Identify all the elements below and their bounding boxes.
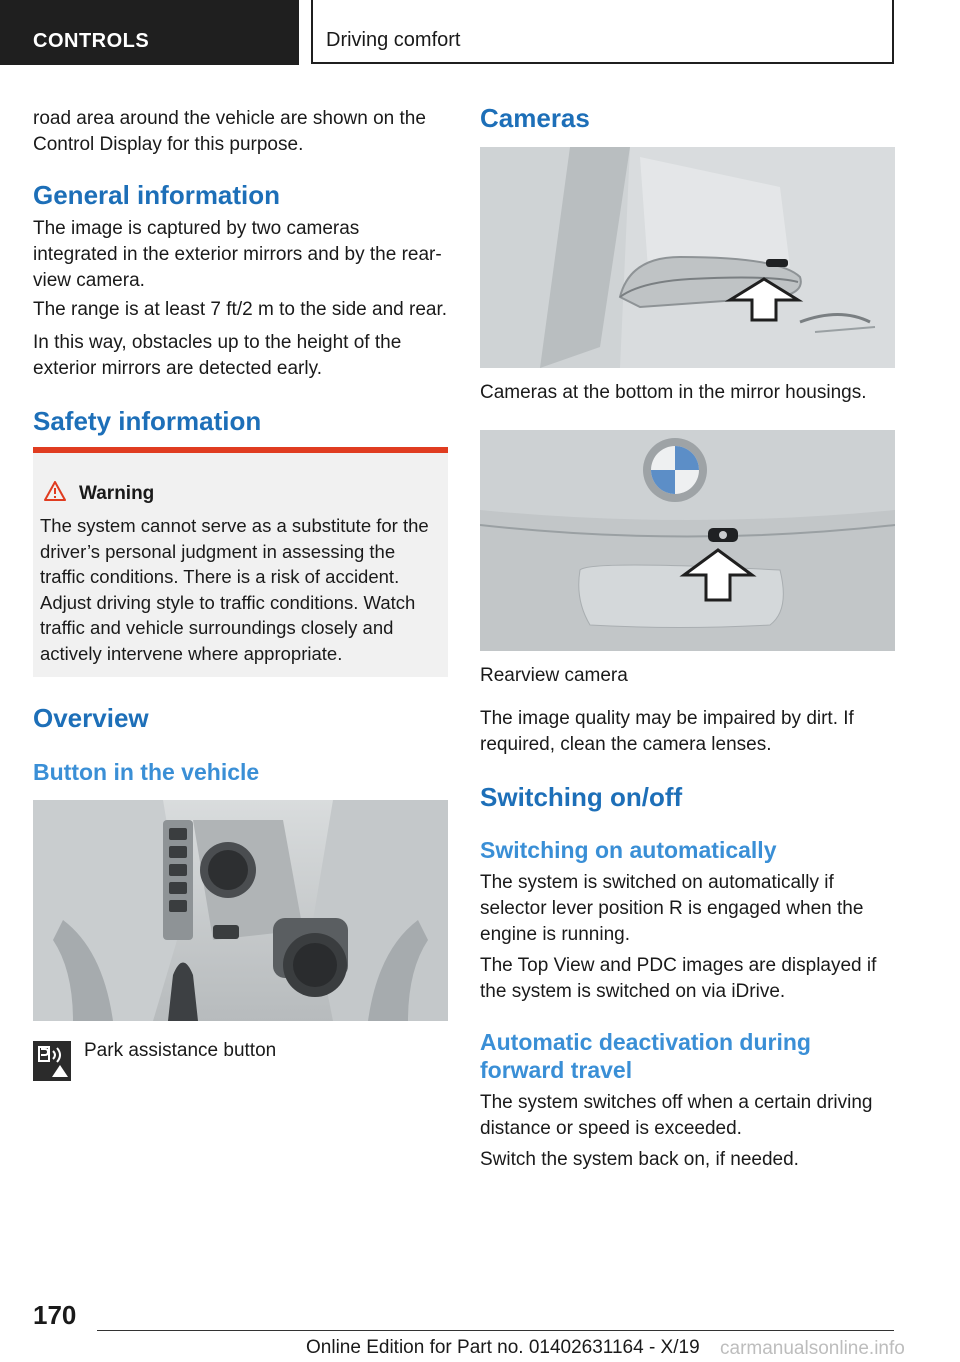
auto-on-paragraph-1: The system is switched on automatically if selector lever position R is engaged when the engine is running. [480, 872, 864, 945]
warning-box [33, 447, 448, 677]
section-title: CONTROLS [33, 30, 150, 52]
watermark: carmanualsonline.info [720, 1338, 905, 1359]
warning-title: Warning [79, 483, 155, 504]
auto-on-paragraph-2: The Top View and PDC images are displayed if the system is switched on via iDrive. [480, 955, 877, 1002]
park-assistance-caption: Park assistance button [84, 1040, 277, 1061]
button-in-vehicle-heading: Button in the vehicle [33, 759, 260, 785]
general-paragraph-1: The image is captured by two cameras integrated in the exterior mirrors and by the rear-view camera. [33, 218, 442, 291]
mirror-camera-photo [480, 147, 895, 368]
safety-information-heading: Safety information [33, 406, 262, 436]
overview-heading: Overview [33, 703, 149, 733]
general-paragraph-3: In this way, obstacles up to the height of the exterior mirrors are detected early. [33, 332, 402, 379]
intro-paragraph: road area around the vehicle are shown on the Control Display for this purpose. [33, 108, 426, 155]
automatic-deactivation-heading: Automatic deactivation during forward travel [480, 1029, 811, 1083]
chapter-tab [311, 0, 894, 64]
warning-triangle-icon [44, 481, 66, 501]
footer-edition: Online Edition for Part no. 01402631164 - X/19 [306, 1337, 700, 1358]
chapter-title: Driving comfort [326, 29, 461, 51]
mirror-camera-caption: Cameras at the bottom in the mirror housings. [480, 382, 867, 403]
switching-on-automatically-heading: Switching on automatically [480, 837, 777, 863]
page-number: 170 [33, 1300, 77, 1330]
rearview-camera-caption: Rearview camera [480, 665, 628, 686]
warning-text: The system cannot serve as a substitute for the driver’s personal judgment in assessing the traffic conditions. There is a risk of accident. Adjust driving style to traffic conditions. Watch traffic and vehicle surroundings closely and actively intervene where appropriate. [40, 515, 429, 664]
dirt-paragraph: The image quality may be impaired by dirt. If required, clean the camera lenses. [480, 708, 854, 755]
footer-divider [97, 1330, 894, 1331]
auto-off-paragraph-1: The system switches off when a certain driving distance or speed is exceeded. [480, 1092, 873, 1139]
general-information-heading: General information [33, 180, 281, 210]
rearview-camera-photo [480, 430, 895, 651]
section-tab [0, 0, 299, 65]
auto-off-paragraph-2: Switch the system back on, if needed. [480, 1149, 799, 1170]
cameras-heading: Cameras [480, 103, 590, 133]
switching-on-off-heading: Switching on/off [480, 782, 683, 812]
general-paragraph-2: The range is at least 7 ft/2 m to the side and rear. [33, 299, 448, 320]
park-assistance-icon [33, 1041, 71, 1081]
center-console-photo [33, 800, 448, 1021]
